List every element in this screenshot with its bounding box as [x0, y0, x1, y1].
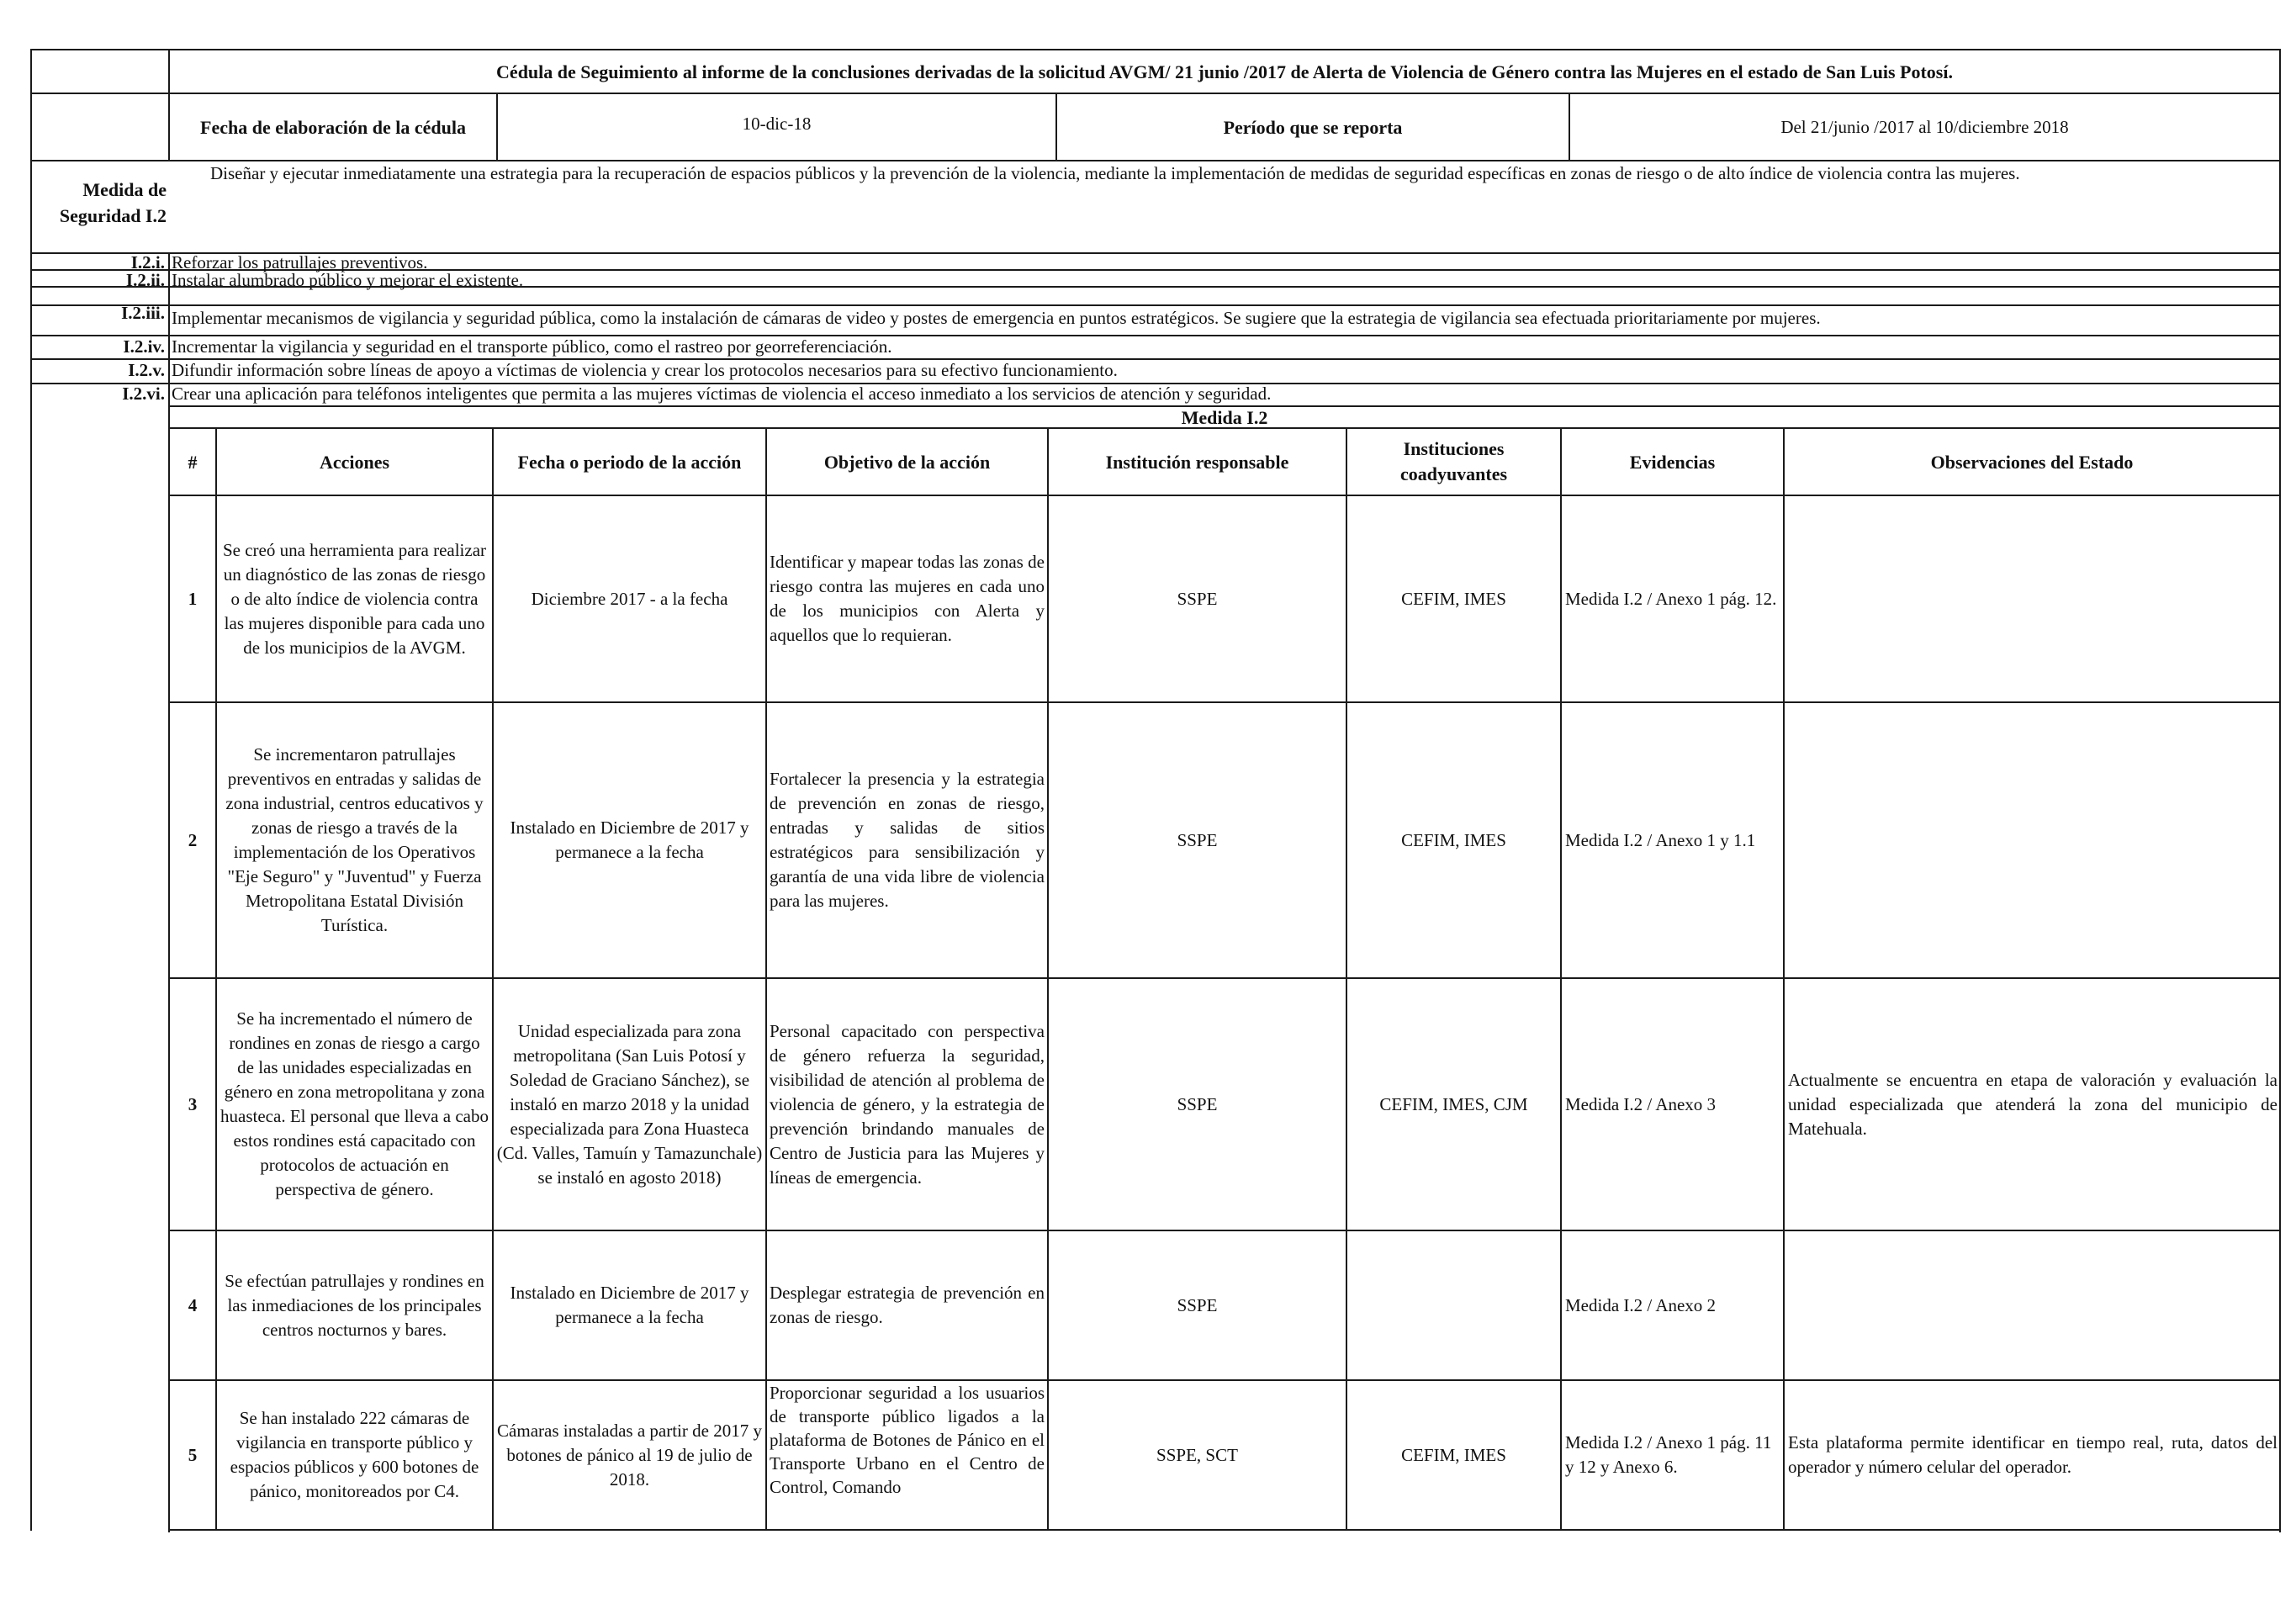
row-coadyuvantes — [1347, 1231, 1560, 1379]
row-objetivo: Identificar y mapear todas las zonas de riesgo contra las mujeres en cada uno de los municipios con Alerta y aquellos que lo requieran. — [770, 552, 1045, 645]
subitem-code: I.2.v. — [128, 360, 165, 380]
periodo-label: Período que se reporta — [1223, 116, 1403, 138]
row-accion: Se creó una herramienta para realizar un diagnóstico de las zonas de riesgo o de alto índice de violencia contra las mujeres disponible para cada uno de los municipios de la AVGM. — [222, 539, 487, 658]
periodo-value: Del 21/junio /2017 al 10/diciembre 2018 — [1780, 116, 2069, 137]
row-institucion: SSPE — [1177, 1093, 1218, 1114]
row-number: 3 — [188, 1093, 198, 1114]
subitem-code: I.2.ii. — [125, 270, 165, 290]
row-coadyuvantes: CEFIM, IMES — [1401, 1444, 1506, 1465]
row-observaciones — [1788, 1231, 2277, 1379]
row-coadyuvantes: CEFIM, IMES — [1401, 829, 1506, 850]
row-institucion: SSPE — [1177, 588, 1218, 609]
col-header-observaciones: Observaciones del Estado — [1930, 451, 2134, 473]
subitem-text: Reforzar los patrullajes preventivos. — [172, 252, 428, 273]
col-header-objetivo: Objetivo de la acción — [823, 451, 991, 473]
row-accion: Se efectúan patrullajes y rondines en las inmediaciones de los principales centros nocturnos y bares. — [225, 1270, 484, 1340]
row-fecha: Instalado en Diciembre de 2017 y permanece a la fecha — [510, 1283, 749, 1327]
subitem-code: I.2.iii. — [121, 303, 165, 323]
page-title: Cédula de Seguimiento al informe de la conclusiones derivadas de la solicitud AVGM/ 21 junio /2017 de Alerta de Violencia de Género contra las Mujeres en el estado de San Luis Potosí. — [496, 61, 1953, 82]
col-header-coadyuvantes: Instituciones coadyuvantes — [1399, 438, 1508, 484]
col-header-fecha: Fecha o periodo de la acción — [517, 451, 742, 473]
subitem-code: I.2.vi. — [122, 384, 165, 404]
row-fecha: Diciembre 2017 - a la fecha — [531, 588, 728, 609]
row-institucion: SSPE, SCT — [1156, 1444, 1238, 1465]
row-observaciones — [1788, 703, 2277, 977]
medida-label: Medida de Seguridad I.2 — [59, 179, 167, 226]
row-evidencias: Medida I.2 / Anexo 1 y 1.1 — [1565, 829, 1756, 850]
row-objetivo: Desplegar estrategia de prevención en zonas de riesgo. — [770, 1283, 1045, 1327]
fecha-value: 10-dic-18 — [742, 113, 812, 134]
row-coadyuvantes: CEFIM, IMES — [1401, 588, 1506, 609]
row-institucion: SSPE — [1177, 829, 1218, 850]
row-observaciones — [1788, 496, 2277, 701]
subitem-code: I.2.iv. — [123, 336, 165, 357]
row-objetivo: Proporcionar seguridad a los usuarios de transporte público ligados a la plataforma de Botones de Pánico en el Transporte Urbano en el Centro de Control, Comando — [770, 1383, 1045, 1497]
subitem-code: I.2.i. — [130, 252, 165, 273]
row-evidencias: Medida I.2 / Anexo 3 — [1565, 1093, 1717, 1114]
row-objetivo: Fortalecer la presencia y la estrategia de prevención en zonas de riesgo, entradas y salidas de sitios estratégicos para sensibilización y garantía de una vida libre de violencia para las mujeres. — [770, 769, 1045, 911]
row-accion: Se incrementaron patrullajes preventivos en entradas y salidas de zona industrial, centros educativos y zonas de riesgo a través de la implementación de los Operativos "Eje Seguro" y "Juventud" y Fuerza Metropolitana Estatal División Turística. — [225, 744, 484, 935]
row-number: 1 — [188, 588, 198, 609]
row-evidencias: Medida I.2 / Anexo 1 pág. 11 y 12 y Anexo 6. — [1565, 1432, 1772, 1477]
subitem-text: Difundir información sobre líneas de apoyo a víctimas de violencia y crear los protocolos necesarios para su efectivo funcionamiento. — [172, 360, 1118, 380]
row-fecha: Unidad especializada para zona metropolitana (San Luis Potosí y Soledad de Graciano Sánchez), se instaló en marzo 2018 y la unidad especializada para Zona Huasteca (Cd. Valles, Tamuín y Tamazunchale) se instaló en agosto 2018) — [496, 1020, 763, 1188]
row-number: 2 — [188, 829, 198, 850]
row-observaciones: Esta plataforma permite identificar en tiempo real, ruta, datos del operador y número celular del operador. — [1788, 1432, 2277, 1477]
row-coadyuvantes: CEFIM, IMES, CJM — [1379, 1093, 1528, 1114]
col-header-institucion: Institución responsable — [1105, 451, 1289, 473]
row-number: 4 — [188, 1294, 198, 1315]
subitem-text: Implementar mecanismos de vigilancia y seguridad pública, como la instalación de cámaras de video y postes de emergencia en puntos estratégicos. Se sugiere que la estrategia de vigilancia sea efectuada prioritariamente por mujeres. — [172, 308, 1821, 328]
row-fecha: Cámaras instaladas a partir de 2017 y botones de pánico al 19 de julio de 2018. — [497, 1420, 762, 1490]
col-header-num: # — [188, 451, 198, 473]
col-header-acciones: Acciones — [319, 451, 390, 473]
row-number: 5 — [188, 1444, 198, 1465]
row-institucion: SSPE — [1177, 1294, 1218, 1315]
row-evidencias: Medida I.2 / Anexo 2 — [1565, 1294, 1717, 1315]
row-fecha: Instalado en Diciembre de 2017 y permanece a la fecha — [510, 818, 749, 862]
subitem-text: Crear una aplicación para teléfonos inteligentes que permita a las mujeres víctimas de violencia el acceso inmediato a los servicios de atención y seguridad. — [172, 384, 1272, 404]
row-accion: Se han instalado 222 cámaras de vigilancia en transporte público y espacios públicos y 600 botones de pánico, monitoreados por C4. — [230, 1408, 479, 1501]
row-accion: Se ha incrementado el número de rondines en zonas de riesgo a cargo de las unidades especializadas en género en zona metropolitana y zona huasteca. El personal que lleva a cabo estos rondines está capacitado con protocolos de actuación en perspectiva de género. — [220, 1008, 489, 1199]
medida-description: Diseñar y ejecutar inmediatamente una estrategia para la recuperación de espacios públicos y la prevención de la violencia, mediante la implementación de medidas de seguridad específicas en zonas de riesgo o de alto índice de violencia contra las mujeres. — [210, 163, 2020, 183]
row-observaciones: Actualmente se encuentra en etapa de valoración y evaluación la unidad especializada que atenderá la zona del municipio de Matehuala. — [1788, 1069, 2277, 1139]
table-caption: Medida I.2 — [1181, 406, 1268, 428]
fecha-label: Fecha de elaboración de la cédula — [200, 116, 466, 138]
col-header-evidencias: Evidencias — [1629, 451, 1716, 473]
row-evidencias: Medida I.2 / Anexo 1 pág. 12. — [1565, 588, 1777, 609]
subitem-text: Incrementar la vigilancia y seguridad en el transporte público, como el rastreo por georreferenciación. — [172, 336, 892, 357]
subitem-text: Instalar alumbrado público y mejorar el existente. — [172, 270, 524, 290]
row-objetivo: Personal capacitado con perspectiva de género refuerza la seguridad, visibilidad de atención al problema de violencia de género, y la estrategia de prevención brindando manuales de Centro de Justicia para las Mujeres y líneas de emergencia. — [770, 1020, 1045, 1188]
